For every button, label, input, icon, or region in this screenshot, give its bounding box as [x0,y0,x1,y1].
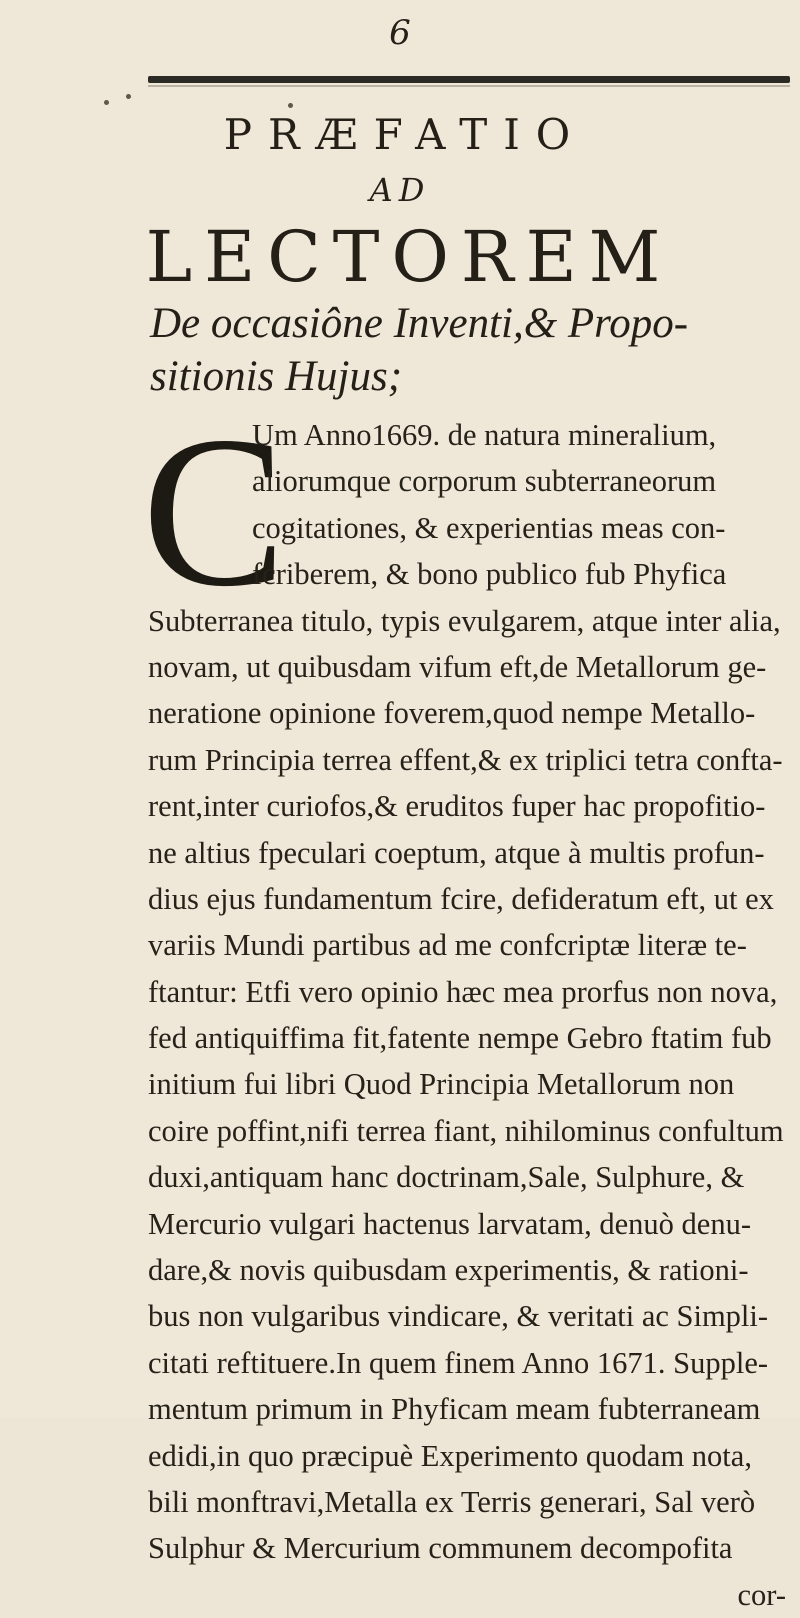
heading-ad: AD [369,171,431,209]
body-line: initium fui libri Quod Principia Metallorum non [148,1067,735,1102]
subtitle-line-1: De occasiône Inventi,& Propo- [150,300,689,347]
body-line: variis Mundi partibus ad me confcriptæ literæ te- [148,928,747,963]
body-line: bus non vulgaribus vindicare, & veritati ac Simpli- [148,1299,769,1334]
catchword: cor- [737,1577,786,1612]
body-line: Sulphur & Mercurium communem decompofita [148,1531,733,1566]
ink-spot [288,103,293,108]
body-line: fcriberem, & bono publico fub Phyfica [252,557,727,592]
body-line: fed antiquiffima fit,fatente nempe Gebro ftatim fub [148,1021,772,1056]
body-line: rent,inter curiofos,& eruditos fuper hac propofitio- [148,789,766,824]
subtitle-line-2: sitionis Hujus; [150,353,403,400]
body-line: dare,& novis quibusdam experimentis, & rationi- [148,1253,749,1288]
body-line: ne altius fpeculari coeptum, atque à multis profun- [148,835,765,870]
body-line: mentum primum in Phyficam meam fubterraneam [148,1392,761,1427]
body-line: Mercurio vulgari hactenus larvatam, denuò denu- [148,1206,752,1241]
drop-cap: C [142,392,287,631]
ornamental-rule [148,76,790,83]
body-line: duxi,antiquam hanc doctrinam,Sale, Sulphure, & [148,1160,745,1195]
body-line: novam, ut quibusdam vifum eft,de Metallorum ge- [148,649,767,684]
body-line: Subterranea titulo, typis evulgarem, atque inter alia, [148,603,781,638]
body-line: edidi,in quo præcipuè Experimento quodam nota, [148,1438,752,1473]
body-line: dius ejus fundamentum fcire, defideratum eft, ut ex [148,881,774,916]
ink-spot [104,100,109,105]
body-line: Um Anno1669. de natura mineralium, [252,418,717,452]
body-line: bili monftravi,Metalla ex Terris generari, Sal verò [148,1484,756,1519]
body-line: coire poffint,nifi terrea fiant, nihilominus confultum [148,1113,784,1148]
heading-lectorem: LECTOREM [145,216,673,298]
body-line: aliorumque corporum subterraneorum [252,464,717,499]
body-line: cogitationes, & experientias meas con- [252,510,726,545]
body-line: citati reftituere.In quem finem Anno 1671. Supple- [148,1345,769,1380]
preface-body [148,412,792,1618]
page-number: 6 [389,13,411,53]
body-line: neratione opinione foverem,quod nempe Metallo- [148,696,756,731]
body-line: ftantur: Etfi vero opinio hæc mea prorfus non nova, [148,974,778,1009]
body-line: rum Principia terrea effent,& ex triplici tetra confta- [148,742,783,777]
ink-spot [126,94,131,99]
heading-praefatio: PRÆFATIO [223,110,587,159]
